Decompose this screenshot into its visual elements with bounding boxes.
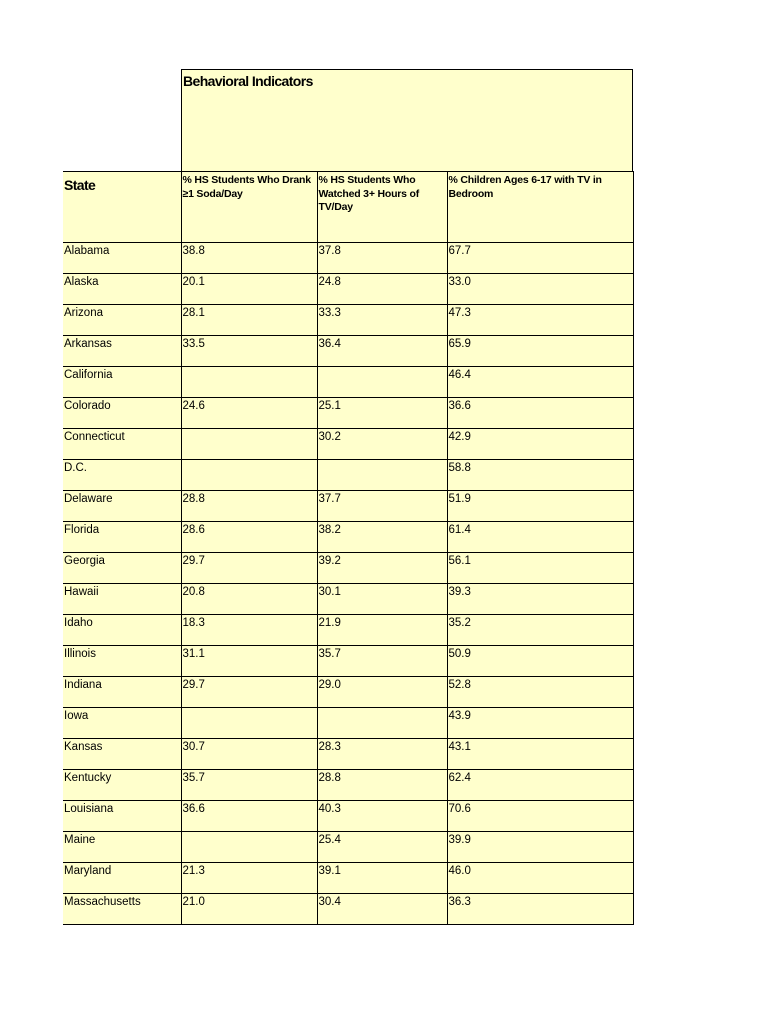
soda-column-header: % HS Students Who Drank ≥1 Soda/Day — [181, 172, 317, 243]
header-row — [63, 172, 633, 243]
table-row — [63, 305, 633, 336]
state-cell: Kentucky — [63, 770, 181, 801]
tv-bedroom-value-cell: 47.3 — [447, 305, 633, 336]
soda-value-cell: 24.6 — [181, 398, 317, 429]
table-row — [63, 863, 633, 894]
soda-value-cell: 29.7 — [181, 677, 317, 708]
tv-hours-value-cell: 30.2 — [317, 429, 447, 460]
state-column-header: State — [63, 172, 181, 243]
state-cell: Kansas — [63, 739, 181, 770]
data-table — [63, 171, 634, 925]
state-cell: Illinois — [63, 646, 181, 677]
soda-value-cell: 20.1 — [181, 274, 317, 305]
soda-value-cell: 20.8 — [181, 584, 317, 615]
tv-hours-value-cell: 37.7 — [317, 491, 447, 522]
tv-bedroom-value-cell: 70.6 — [447, 801, 633, 832]
tv-hours-value-cell — [317, 708, 447, 739]
state-cell: Indiana — [63, 677, 181, 708]
tv-hours-value-cell: 40.3 — [317, 801, 447, 832]
tv-hours-value-cell: 24.8 — [317, 274, 447, 305]
soda-value-cell: 21.3 — [181, 863, 317, 894]
tv-hours-value-cell: 37.8 — [317, 243, 447, 274]
tv-hours-value-cell: 39.1 — [317, 863, 447, 894]
state-cell: Delaware — [63, 491, 181, 522]
soda-value-cell: 28.8 — [181, 491, 317, 522]
empty-corner-cell — [63, 69, 181, 171]
tv-hours-value-cell: 39.2 — [317, 553, 447, 584]
tv-bedroom-value-cell: 43.1 — [447, 739, 633, 770]
table-row — [63, 398, 633, 429]
tv-hours-value-cell: 30.4 — [317, 894, 447, 925]
spreadsheet — [63, 69, 633, 925]
section-title: Behavioral Indicators — [181, 69, 633, 171]
soda-value-cell — [181, 429, 317, 460]
table-row — [63, 615, 633, 646]
soda-value-cell: 28.1 — [181, 305, 317, 336]
table-row — [63, 243, 633, 274]
state-cell: D.C. — [63, 460, 181, 491]
tv-bedroom-value-cell: 52.8 — [447, 677, 633, 708]
tv-bedroom-value-cell: 58.8 — [447, 460, 633, 491]
table-row — [63, 708, 633, 739]
state-cell: Idaho — [63, 615, 181, 646]
table-row — [63, 894, 633, 925]
title-row — [63, 69, 633, 171]
table-row — [63, 553, 633, 584]
soda-value-cell: 21.0 — [181, 894, 317, 925]
tv-bedroom-value-cell: 67.7 — [447, 243, 633, 274]
soda-value-cell: 30.7 — [181, 739, 317, 770]
soda-value-cell: 29.7 — [181, 553, 317, 584]
soda-value-cell: 38.8 — [181, 243, 317, 274]
state-cell: Iowa — [63, 708, 181, 739]
state-cell: Alaska — [63, 274, 181, 305]
tv-bedroom-column-header: % Children Ages 6-17 with TV in Bedroom — [447, 172, 633, 243]
state-cell: California — [63, 367, 181, 398]
tv-bedroom-value-cell: 46.0 — [447, 863, 633, 894]
table-row — [63, 770, 633, 801]
tv-hours-value-cell: 29.0 — [317, 677, 447, 708]
soda-value-cell: 33.5 — [181, 336, 317, 367]
state-cell: Arizona — [63, 305, 181, 336]
table-row — [63, 522, 633, 553]
state-cell: Florida — [63, 522, 181, 553]
tv-hours-column-header: % HS Students Who Watched 3+ Hours of TV/Day — [317, 172, 447, 243]
tv-bedroom-value-cell: 61.4 — [447, 522, 633, 553]
soda-value-cell: 35.7 — [181, 770, 317, 801]
soda-value-cell — [181, 832, 317, 863]
table-row — [63, 832, 633, 863]
table-row — [63, 429, 633, 460]
table-row — [63, 801, 633, 832]
tv-hours-value-cell — [317, 460, 447, 491]
table-body — [63, 243, 633, 925]
table-row — [63, 491, 633, 522]
tv-hours-value-cell: 30.1 — [317, 584, 447, 615]
state-cell: Louisiana — [63, 801, 181, 832]
tv-hours-value-cell: 25.4 — [317, 832, 447, 863]
state-cell: Massachusetts — [63, 894, 181, 925]
tv-bedroom-value-cell: 46.4 — [447, 367, 633, 398]
tv-hours-value-cell: 21.9 — [317, 615, 447, 646]
tv-bedroom-value-cell: 56.1 — [447, 553, 633, 584]
tv-hours-value-cell: 28.8 — [317, 770, 447, 801]
tv-bedroom-value-cell: 39.3 — [447, 584, 633, 615]
soda-value-cell: 18.3 — [181, 615, 317, 646]
tv-hours-value-cell: 33.3 — [317, 305, 447, 336]
table-row — [63, 367, 633, 398]
soda-value-cell — [181, 367, 317, 398]
tv-bedroom-value-cell: 65.9 — [447, 336, 633, 367]
soda-value-cell — [181, 460, 317, 491]
tv-bedroom-value-cell: 42.9 — [447, 429, 633, 460]
tv-hours-value-cell: 25.1 — [317, 398, 447, 429]
soda-value-cell: 31.1 — [181, 646, 317, 677]
soda-value-cell: 36.6 — [181, 801, 317, 832]
soda-value-cell: 28.6 — [181, 522, 317, 553]
state-cell: Connecticut — [63, 429, 181, 460]
table-row — [63, 336, 633, 367]
tv-bedroom-value-cell: 43.9 — [447, 708, 633, 739]
tv-hours-value-cell: 38.2 — [317, 522, 447, 553]
state-cell: Alabama — [63, 243, 181, 274]
state-cell: Georgia — [63, 553, 181, 584]
tv-bedroom-value-cell: 51.9 — [447, 491, 633, 522]
tv-bedroom-value-cell: 36.3 — [447, 894, 633, 925]
state-cell: Colorado — [63, 398, 181, 429]
table-row — [63, 584, 633, 615]
state-cell: Arkansas — [63, 336, 181, 367]
table-row — [63, 677, 633, 708]
state-cell: Hawaii — [63, 584, 181, 615]
tv-bedroom-value-cell: 35.2 — [447, 615, 633, 646]
tv-hours-value-cell: 36.4 — [317, 336, 447, 367]
state-cell: Maine — [63, 832, 181, 863]
tv-hours-value-cell: 35.7 — [317, 646, 447, 677]
state-cell: Maryland — [63, 863, 181, 894]
table-row — [63, 460, 633, 491]
table-row — [63, 274, 633, 305]
tv-bedroom-value-cell: 33.0 — [447, 274, 633, 305]
tv-hours-value-cell: 28.3 — [317, 739, 447, 770]
tv-bedroom-value-cell: 50.9 — [447, 646, 633, 677]
tv-bedroom-value-cell: 36.6 — [447, 398, 633, 429]
soda-value-cell — [181, 708, 317, 739]
table-row — [63, 739, 633, 770]
tv-bedroom-value-cell: 62.4 — [447, 770, 633, 801]
tv-bedroom-value-cell: 39.9 — [447, 832, 633, 863]
table-row — [63, 646, 633, 677]
tv-hours-value-cell — [317, 367, 447, 398]
